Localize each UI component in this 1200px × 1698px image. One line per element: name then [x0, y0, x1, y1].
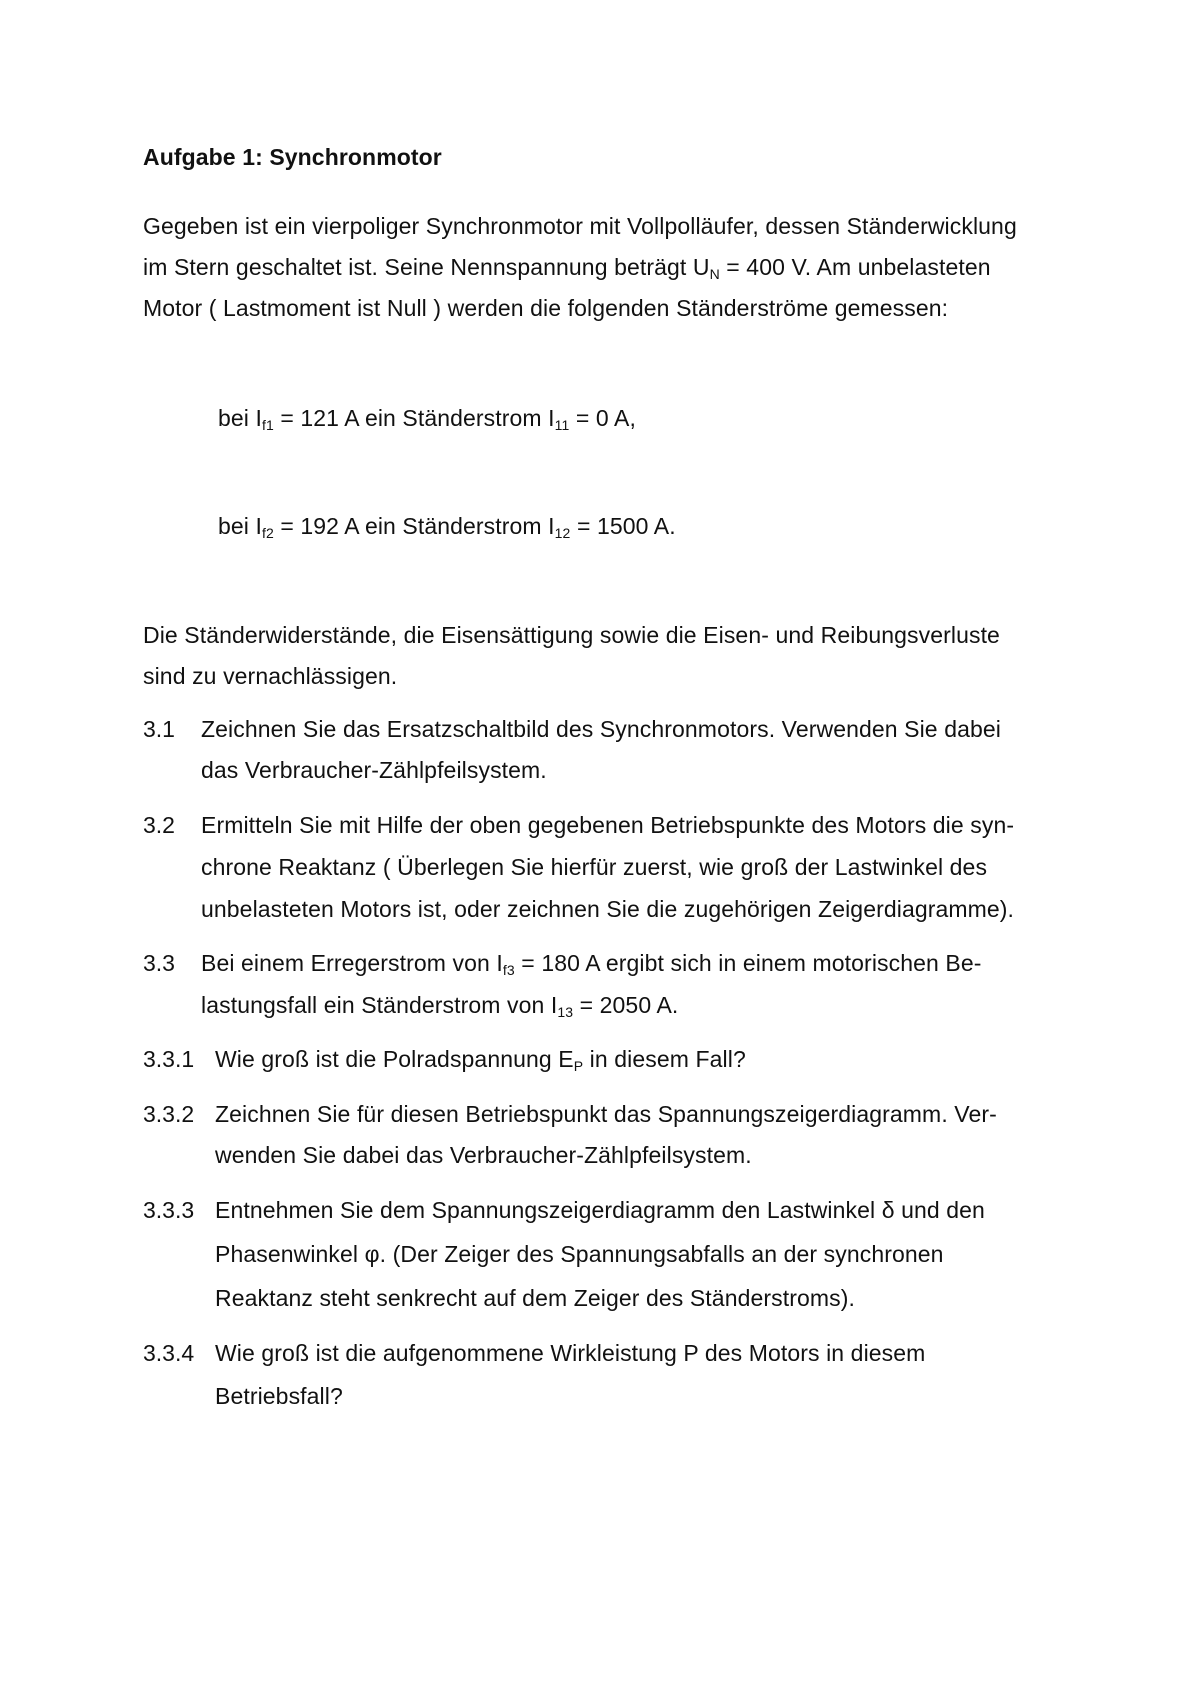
intro-line-3: Motor ( Lastmoment ist Null ) werden die folgenden Ständerströme gemessen: — [143, 295, 949, 321]
task-3-3-4-line-1: Wie groß ist die aufgenommene Wirkleistung P des Motors in diesem — [215, 1340, 926, 1366]
note-line-2: sind zu vernachlässigen. — [143, 663, 398, 689]
intro-line-1: Gegeben ist ein vierpoliger Synchronmotor mit Vollpolläufer, dessen Ständerwicklung — [143, 213, 1017, 239]
task-3-3-3-line-2: Phasenwinkel φ. (Der Zeiger des Spannungsabfalls an der synchronen — [215, 1241, 944, 1267]
intro-line-2: im Stern geschaltet ist. Seine Nennspannung beträgt $U_N = 400$ V. Am unbelasteten — [143, 254, 991, 282]
task-3-3-2-line-1: Zeichnen Sie für diesen Betriebspunkt das Spannungszeigerdiagramm. Ver- — [215, 1101, 997, 1127]
task-3-3-3-line-1: Entnehmen Sie dem Spannungszeigerdiagramm den Lastwinkel δ und den — [215, 1197, 985, 1223]
task-3-2-number: 3.2 — [143, 812, 175, 838]
task-3-1-line-1: Zeichnen Sie das Ersatzschaltbild des Synchronmotors. Verwenden Sie dabei — [201, 716, 1001, 742]
measurement-1: bei $I_{f1} = 121$ A ein Ständerstrom $I_{11} = 0$ A, — [218, 405, 636, 433]
task-3-3-2-line-2: wenden Sie dabei das Verbraucher-Zählpfeilsystem. — [215, 1142, 752, 1168]
task-3-3-4-line-2: Betriebsfall? — [215, 1383, 343, 1409]
task-3-1-number: 3.1 — [143, 716, 175, 742]
task-3-1-line-2: das Verbraucher-Zählpfeilsystem. — [201, 757, 547, 783]
task-3-2-line-3: unbelasteten Motors ist, oder zeichnen Sie die zugehörigen Zeigerdiagramme). — [201, 896, 1015, 922]
task-3-3-4-number: 3.3.4 — [143, 1340, 195, 1366]
task-3-3-number: 3.3 — [143, 950, 175, 976]
note-line-1: Die Ständerwiderstände, die Eisensättigung sowie die Eisen- und Reibungsverluste — [143, 622, 1000, 648]
task-3-3-3-line-3: Reaktanz steht senkrecht auf dem Zeiger des Ständerstroms). — [215, 1285, 855, 1311]
task-3-2-line-1: Ermitteln Sie mit Hilfe der oben gegebenen Betriebspunkte des Motors die syn- — [201, 812, 1015, 838]
task-3-2-line-2: chrone Reaktanz ( Überlegen Sie hierfür zuerst, wie groß der Lastwinkel des — [201, 854, 988, 880]
page-title: Aufgabe 1: Synchronmotor — [143, 144, 442, 170]
task-3-3-3-number: 3.3.3 — [143, 1197, 195, 1223]
task-3-3-2-number: 3.3.2 — [143, 1101, 195, 1127]
task-3-3-line-1: Bei einem Erregerstrom von $I_{f3} = 180$ A ergibt sich in einem motorischen Be- — [201, 950, 982, 978]
task-3-3-1-number: 3.3.1 — [143, 1046, 195, 1072]
task-3-3-line-2: lastungsfall ein Ständerstrom von $I_{13} = 2050$ A. — [201, 992, 679, 1020]
measurement-2: bei $I_{f2} = 192$ A ein Ständerstrom $I_{12} = 1500$ A. — [218, 513, 676, 541]
task-3-3-1-line-1: Wie groß ist die Polradspannung $E_P$ in diesem Fall? — [215, 1046, 746, 1074]
